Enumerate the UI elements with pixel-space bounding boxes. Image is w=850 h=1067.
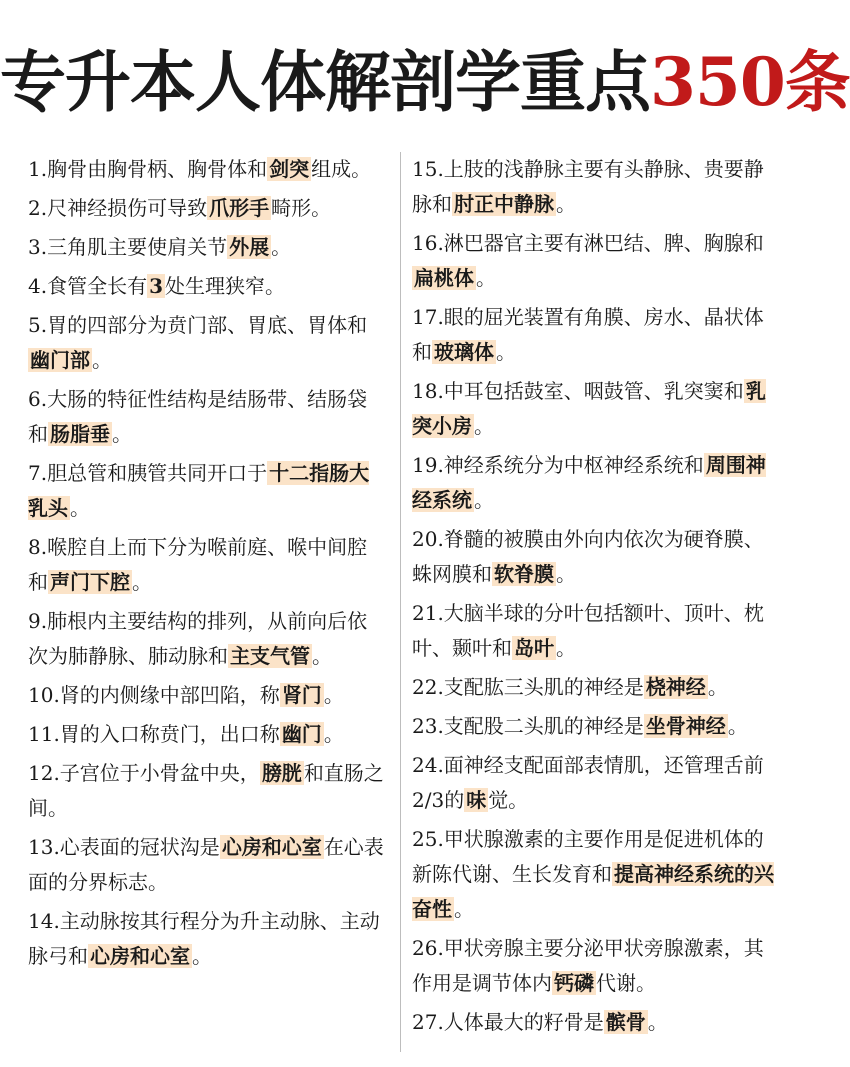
item-text: 3.三角肌主要使肩关节 xyxy=(28,235,228,259)
item-text: 觉。 xyxy=(488,788,529,812)
item-text: 20.脊髓的被膜由外向内依次为硬脊膜、蛛网膜和 xyxy=(412,527,764,586)
list-item xyxy=(28,382,386,452)
highlight-term: 心房和心室 xyxy=(90,944,190,968)
highlight-term: 肾门 xyxy=(281,683,322,707)
list-item xyxy=(412,709,778,744)
item-text: 。 xyxy=(323,722,344,746)
list-item xyxy=(412,931,778,1001)
item-text: 。 xyxy=(556,192,576,216)
item-text: 处生理狭窄。 xyxy=(165,274,286,298)
item-text: 。 xyxy=(556,636,576,660)
highlight-term: 周围神经系统 xyxy=(412,453,766,512)
list-item xyxy=(412,596,778,666)
item-text: 。 xyxy=(496,340,516,364)
item-text: 6.大肠的特征性结构是结肠带、结肠袋和 xyxy=(28,387,368,446)
highlight-term: 声门下腔 xyxy=(50,570,130,594)
list-item xyxy=(412,226,778,296)
highlight-term: 桡神经 xyxy=(645,675,706,699)
item-text: 25.甲状腺激素的主要作用是促进机体的新陈代谢、生长发育和 xyxy=(412,827,764,886)
item-text: 10.肾的内侧缘中部凹陷，称 xyxy=(28,683,280,707)
item-text: 。 xyxy=(727,714,748,738)
item-text: 。 xyxy=(476,266,496,290)
item-text: 14.主动脉按其行程分为升主动脉、主动脉弓和 xyxy=(28,909,380,968)
highlight-term: 剑突 xyxy=(269,157,310,181)
item-text: 。 xyxy=(474,414,494,438)
highlight-term: 玻璃体 xyxy=(434,340,494,364)
highlight-term: 岛叶 xyxy=(514,636,554,660)
item-text: 13.心表面的冠状沟是 xyxy=(28,835,220,859)
item-text: 。 xyxy=(312,644,332,668)
item-text: 畸形。 xyxy=(271,196,332,220)
item-text: 5.胃的四部分为贲门部、胃底、胃体和 xyxy=(28,313,368,337)
highlight-term: 心房和心室 xyxy=(221,835,322,859)
item-text: 12.子宫位于小骨盆中央， xyxy=(28,761,260,785)
list-item xyxy=(28,904,386,974)
list-item xyxy=(28,456,386,526)
list-item xyxy=(412,748,778,818)
item-text: 16.淋巴器官主要有淋巴结、脾、胸腺和 xyxy=(412,231,764,255)
title-main: 专升本人体解剖学重点 xyxy=(0,44,650,121)
list-item xyxy=(412,670,778,705)
title-number: 350条 xyxy=(650,43,850,121)
list-item xyxy=(412,1005,778,1040)
list-item xyxy=(412,522,778,592)
item-text: 代谢。 xyxy=(596,971,656,995)
item-text: 。 xyxy=(112,422,132,446)
item-text: 。 xyxy=(192,944,212,968)
item-text: 8.喉腔自上而下分为喉前庭、喉中间腔和 xyxy=(28,535,368,594)
list-item xyxy=(28,269,386,304)
highlight-term: 肠脂垂 xyxy=(50,422,110,446)
item-text: 18.中耳包括鼓室、咽鼓管、乳突窦和 xyxy=(412,379,744,403)
item-text: 。 xyxy=(70,496,90,520)
list-item xyxy=(28,830,386,900)
item-text: 。 xyxy=(474,488,494,512)
item-text: 。 xyxy=(323,683,344,707)
highlight-term: 十二指肠大乳头 xyxy=(28,461,370,520)
highlight-term: 3 xyxy=(149,274,164,298)
list-item xyxy=(412,822,778,927)
list-item xyxy=(28,191,386,226)
highlight-term: 髌骨 xyxy=(605,1010,646,1034)
item-text: 。 xyxy=(271,235,292,259)
item-text: 。 xyxy=(647,1010,668,1034)
item-text: 。 xyxy=(454,897,474,921)
left-column xyxy=(28,152,386,978)
highlight-term: 幽门 xyxy=(281,722,322,746)
item-text: 在心表面的分界标志。 xyxy=(28,835,384,894)
item-text: 7.胆总管和胰管共同开口于 xyxy=(28,461,268,485)
highlight-term: 外展 xyxy=(229,235,270,259)
list-item xyxy=(28,678,386,713)
item-text: 和直肠之间。 xyxy=(28,761,384,820)
highlight-term: 肘正中静脉 xyxy=(454,192,554,216)
highlight-term: 坐骨神经 xyxy=(645,714,726,738)
list-item xyxy=(28,756,386,826)
highlight-term: 扁桃体 xyxy=(414,266,474,290)
highlight-term: 提高神经系统的兴奋性 xyxy=(412,862,774,921)
right-column xyxy=(412,152,778,1044)
column-divider xyxy=(400,152,401,1052)
item-text: 11.胃的入口称贲门，出口称 xyxy=(28,722,280,746)
highlight-term: 幽门部 xyxy=(30,348,90,372)
highlight-term: 味 xyxy=(466,788,487,812)
list-item xyxy=(412,300,778,370)
item-text: 21.大脑半球的分叶包括额叶、顶叶、枕叶、颞叶和 xyxy=(412,601,764,660)
page-title xyxy=(0,42,850,123)
highlight-term: 膀胱 xyxy=(261,761,302,785)
list-item xyxy=(28,604,386,674)
item-text: 。 xyxy=(707,675,728,699)
list-item xyxy=(412,152,778,222)
list-item xyxy=(28,308,386,378)
item-text: 27.人体最大的籽骨是 xyxy=(412,1010,604,1034)
highlight-term: 乳突小房 xyxy=(412,379,766,438)
item-text: 23.支配股二头肌的神经是 xyxy=(412,714,644,738)
item-text: 组成。 xyxy=(311,157,372,181)
item-text: 15.上肢的浅静脉主要有头静脉、贵要静脉和 xyxy=(412,157,764,216)
item-text: 。 xyxy=(132,570,152,594)
highlight-term: 爪形手 xyxy=(209,196,270,220)
highlight-term: 主支气管 xyxy=(230,644,310,668)
item-text: 1.胸骨由胸骨柄、胸骨体和 xyxy=(28,157,268,181)
item-text: 22.支配肱三头肌的神经是 xyxy=(412,675,644,699)
item-text: 。 xyxy=(92,348,112,372)
list-item xyxy=(28,230,386,265)
list-item xyxy=(28,530,386,600)
item-text: 9.肺根内主要结构的排列，从前向后依次为肺静脉、肺动脉和 xyxy=(28,609,368,668)
list-item xyxy=(28,717,386,752)
list-item xyxy=(28,152,386,187)
item-text: 19.神经系统分为中枢神经系统和 xyxy=(412,453,704,477)
list-item xyxy=(412,448,778,518)
highlight-term: 钙磷 xyxy=(554,971,594,995)
item-text: 。 xyxy=(556,562,576,586)
list-item xyxy=(412,374,778,444)
item-text: 17.眼的屈光装置有角膜、房水、晶状体和 xyxy=(412,305,764,364)
item-text: 24.面神经支配面部表情肌，还管理舌前2/3的 xyxy=(412,753,764,812)
highlight-term: 软脊膜 xyxy=(494,562,554,586)
item-text: 2.尺神经损伤可导致 xyxy=(28,196,208,220)
item-text: 26.甲状旁腺主要分泌甲状旁腺激素，其作用是调节体内 xyxy=(412,936,764,995)
item-text: 4.食管全长有 xyxy=(28,274,148,298)
